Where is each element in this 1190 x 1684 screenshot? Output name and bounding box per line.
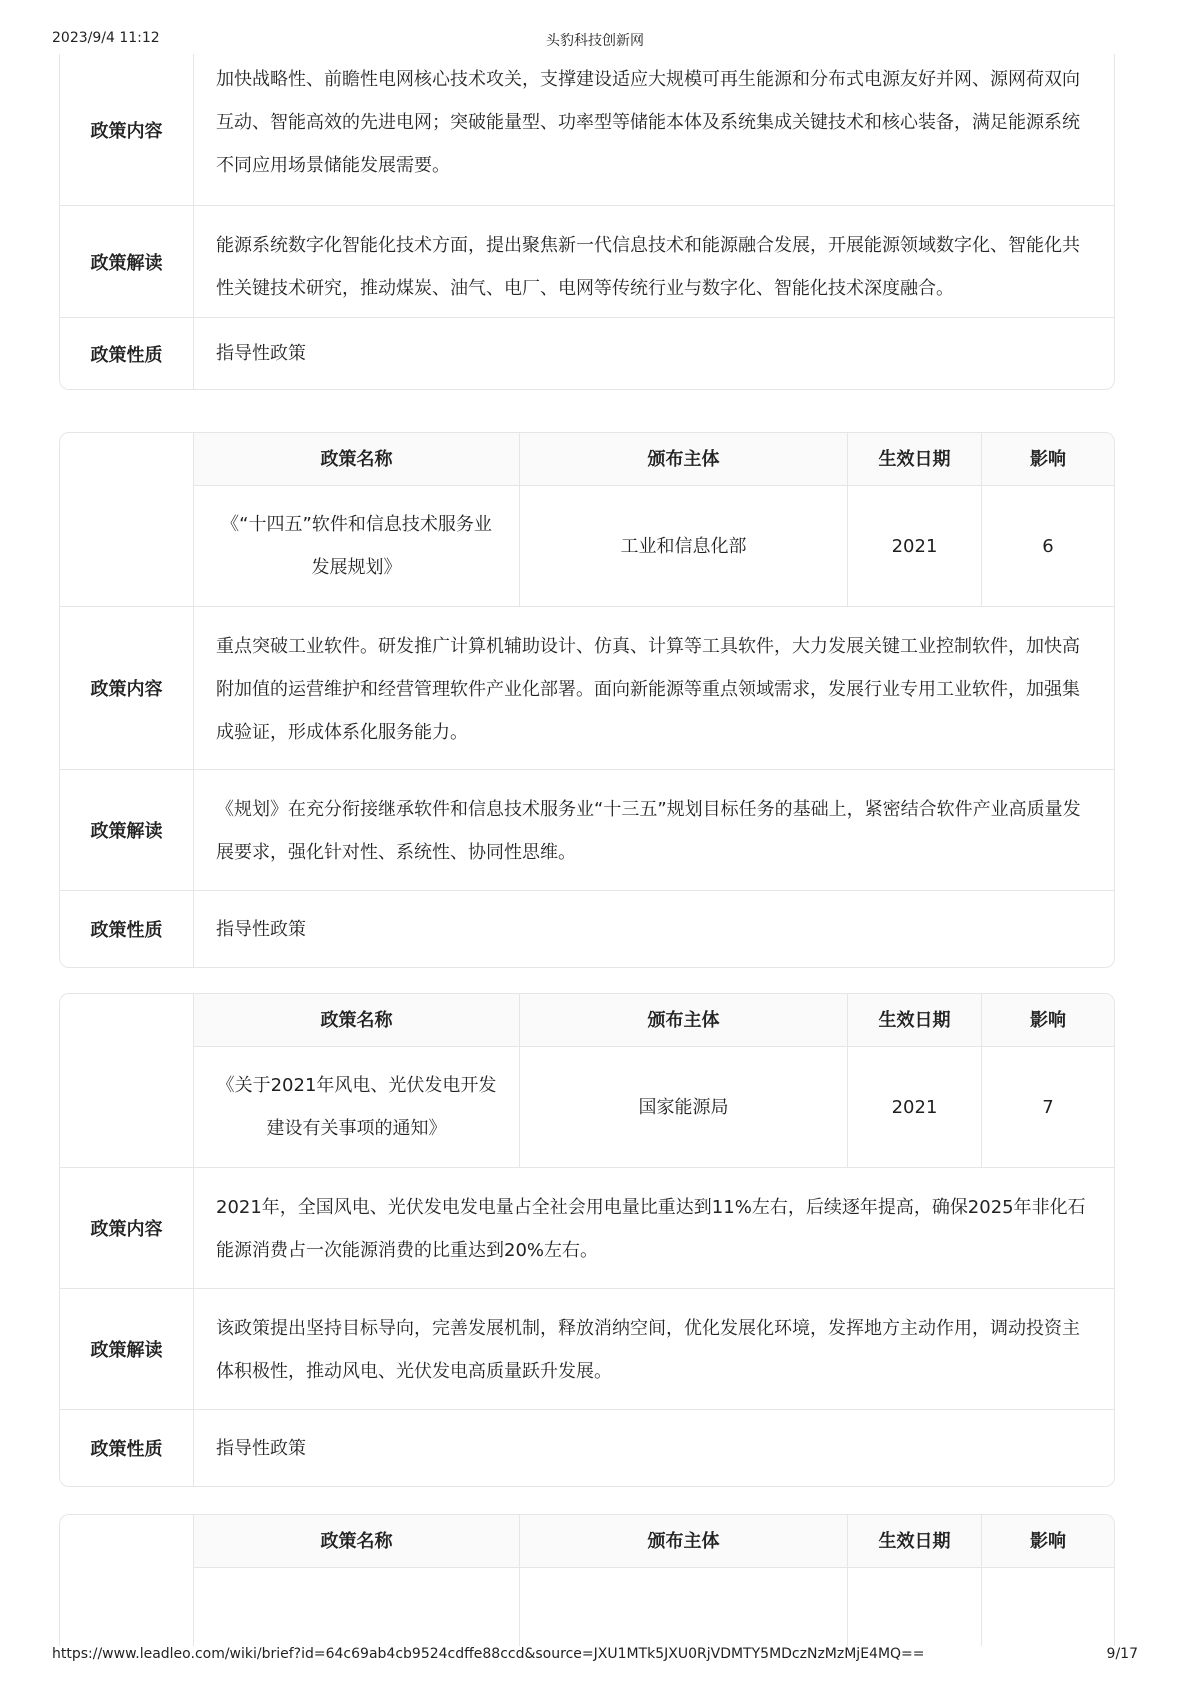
col-header-date: 生效日期 — [848, 994, 982, 1046]
policy-date: 2021 — [848, 1047, 982, 1167]
policy-nature-row — [60, 317, 1114, 389]
policy-nature-label: 政策性质 — [60, 318, 194, 389]
policy-content-row — [60, 1167, 1114, 1288]
print-url: https://www.leadleo.com/wiki/brief?id=64c69ab4cb9524cdffe88ccd&source=JXU1MTk5JXU0RjVDMTY5MDczNzMzMjE4MQ== — [52, 1646, 925, 1662]
col-header-org: 颁布主体 — [520, 433, 848, 485]
policy-name: 《“十四五”软件和信息技术服务业发展规划》 — [194, 486, 520, 606]
col-header-org: 颁布主体 — [520, 1515, 848, 1567]
policy-org: 工业和信息化部 — [520, 486, 848, 606]
table-row — [194, 1046, 1114, 1167]
policy-content-text: 2021年，全国风电、光伏发电发电量占全社会用电量比重达到11%左右，后续逐年提高，确保2025年非化石能源消费占一次能源消费的比重达到20%左右。 — [216, 1197, 1086, 1261]
policy-summary-table — [60, 1515, 1114, 1646]
policy-name: 《关于2021年风电、光伏发电开发建设有关事项的通知》 — [194, 1047, 520, 1167]
policy-summary-table — [60, 994, 1114, 1167]
print-datetime: 2023/9/4 11:12 — [52, 30, 160, 46]
policy-date: 2021 — [848, 486, 982, 606]
policy-nature-row — [60, 890, 1114, 967]
print-header — [52, 30, 1138, 52]
table-row — [194, 1567, 1114, 1646]
policy-nature-text: 指导性政策 — [216, 1437, 306, 1459]
col-header-impact: 影响 — [1030, 1530, 1066, 1552]
policy-org: 国家能源局 — [520, 1047, 848, 1167]
page-number: 9/17 — [1106, 1646, 1138, 1662]
col-header-name: 政策名称 — [194, 994, 520, 1046]
policy-interpret-text: 《规划》在充分衔接继承软件和信息技术服务业“十三五”规划目标任务的基础上，紧密结合软件产业高质量发展要求，强化针对性、系统性、协同性思维。 — [216, 799, 1081, 863]
table-row — [194, 485, 1114, 606]
policy-card-continued — [59, 54, 1115, 390]
col-header-date: 生效日期 — [848, 1515, 982, 1567]
policy-nature-label: 政策性质 — [60, 1410, 194, 1486]
col-header-name: 政策名称 — [194, 1515, 520, 1567]
policy-nature-text: 指导性政策 — [216, 343, 306, 364]
policy-impact: 7 — [1042, 1096, 1054, 1118]
policy-interpret-row — [60, 769, 1114, 890]
policy-impact: 6 — [1042, 535, 1054, 557]
policy-content-label: 政策内容 — [60, 54, 194, 205]
table-header-row — [194, 1515, 1114, 1567]
policy-nature-row — [60, 1409, 1114, 1486]
policy-interpret-label: 政策解读 — [60, 206, 194, 317]
policy-card — [59, 993, 1115, 1487]
policy-nature-label: 政策性质 — [60, 891, 194, 967]
policy-content-text: 加快战略性、前瞻性电网核心技术攻关，支撑建设适应大规模可再生能源和分布式电源友好并网、源网荷双向互动、智能高效的先进电网；突破能量型、功率型等储能本体及系统集成关键技术和核心装备，满足能源系统不同应用场景储能发展需要。 — [216, 69, 1080, 176]
policy-interpret-text: 能源系统数字化智能化技术方面，提出聚焦新一代信息技术和能源融合发展，开展能源领域数字化、智能化共性关键技术研究，推动煤炭、油气、电厂、电网等传统行业与数字化、智能化技术深度融合。 — [216, 235, 1080, 299]
policy-content-label: 政策内容 — [60, 1168, 194, 1288]
col-header-date: 生效日期 — [848, 433, 982, 485]
col-header-name: 政策名称 — [194, 433, 520, 485]
print-site-title: 头豹科技创新网 — [546, 33, 644, 49]
policy-content-row — [60, 606, 1114, 769]
policy-card-partial — [59, 1514, 1115, 1646]
col-header-impact: 影响 — [1030, 448, 1066, 470]
policy-interpret-text: 该政策提出坚持目标导向，完善发展机制，释放消纳空间，优化发展化环境，发挥地方主动作用，调动投资主体积极性，推动风电、光伏发电高质量跃升发展。 — [216, 1318, 1080, 1382]
policy-interpret-label: 政策解读 — [60, 770, 194, 890]
policy-interpret-label: 政策解读 — [60, 1289, 194, 1409]
policy-interpret-row — [60, 205, 1114, 317]
policy-content-row — [60, 54, 1114, 205]
table-header-row — [194, 994, 1114, 1046]
policy-summary-table — [60, 433, 1114, 606]
print-footer — [52, 1646, 1138, 1684]
table-header-row — [194, 433, 1114, 485]
col-header-impact: 影响 — [1030, 1009, 1066, 1031]
policy-interpret-row — [60, 1288, 1114, 1409]
policy-content-label: 政策内容 — [60, 607, 194, 769]
policy-nature-text: 指导性政策 — [216, 918, 306, 940]
policy-card — [59, 432, 1115, 968]
policy-content-text: 重点突破工业软件。研发推广计算机辅助设计、仿真、计算等工具软件，大力发展关键工业控制软件，加快高附加值的运营维护和经营管理软件产业化部署。面向新能源等重点领域需求，发展行业专用工业软件，加强集成验证，形成体系化服务能力。 — [216, 636, 1080, 743]
col-header-org: 颁布主体 — [520, 994, 848, 1046]
